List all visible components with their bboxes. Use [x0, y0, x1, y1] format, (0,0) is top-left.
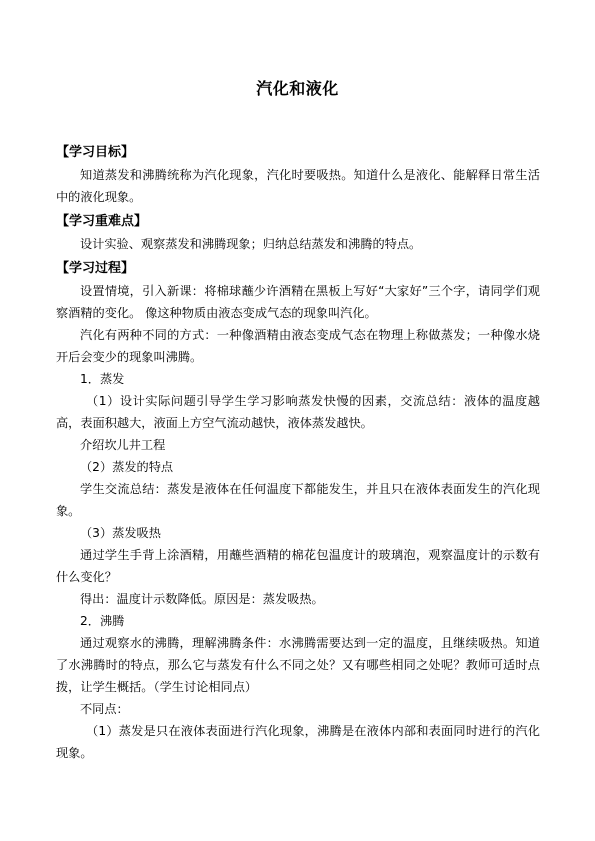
document-body [56, 142, 540, 764]
body-paragraph: （2）蒸发的特点 [80, 460, 174, 474]
section-heading: 【学习目标】 [56, 145, 135, 160]
body-paragraph: 汽化有两种不同的方式：一种像酒精由液态变成气态在物理上称做蒸发；一种像水烧开后会变少的现象叫沸腾。 [56, 328, 540, 364]
body-paragraph: 不同点： [80, 702, 129, 716]
body-paragraph: 通过观察水的沸腾，理解沸腾条件：水沸腾需要达到一定的温度，且继续吸热。知道了水沸腾时的特点，那么它与蒸发有什么不同之处？又有哪些相同之处呢？教师可适时点拨，让学生概括。（学生讨论相同点） [56, 636, 540, 694]
document-title: 汽化和液化 [256, 79, 339, 98]
body-paragraph: （3）蒸发吸热 [80, 526, 161, 540]
body-paragraph: 知道蒸发和沸腾统称为汽化现象，汽化时要吸热。知道什么是液化、能解释日常生活中的液化现象。 [56, 168, 540, 204]
body-paragraph: 得出：温度计示数降低。原因是：蒸发吸热。 [80, 592, 324, 606]
section-heading: 【学习过程】 [56, 261, 135, 276]
body-paragraph: 设计实验、观察蒸发和沸腾现象；归纳总结蒸发和沸腾的特点。 [80, 237, 422, 251]
body-paragraph: 2．沸腾 [80, 614, 125, 628]
body-paragraph: （1）设计实际问题引导学生学习影响蒸发快慢的因素，交流总结：液体的温度越高，表面积越大，液面上方空气流动越快，液体蒸发越快。 [56, 394, 540, 430]
body-paragraph: 1．蒸发 [80, 372, 125, 386]
body-paragraph: 介绍坎儿井工程 [80, 438, 166, 452]
body-paragraph: （1）蒸发是只在液体表面进行汽化现象，沸腾是在液体内部和表面同时进行的汽化现象。 [56, 724, 540, 760]
section-heading: 【学习重难点】 [56, 214, 148, 229]
body-paragraph: 设置情境，引入新课：将棉球蘸少许酒精在黑板上写好“大家好”三个字，请同学们观察酒精的变化。 像这种物质由液态变成气态的现象叫汽化。 [56, 284, 540, 320]
body-paragraph: 通过学生手背上涂酒精，用蘸些酒精的棉花包温度计的玻璃泡，观察温度计的示数有什么变化？ [56, 548, 540, 584]
body-paragraph: 学生交流总结：蒸发是液体在任何温度下都能发生，并且只在液体表面发生的汽化现象。 [56, 482, 540, 518]
